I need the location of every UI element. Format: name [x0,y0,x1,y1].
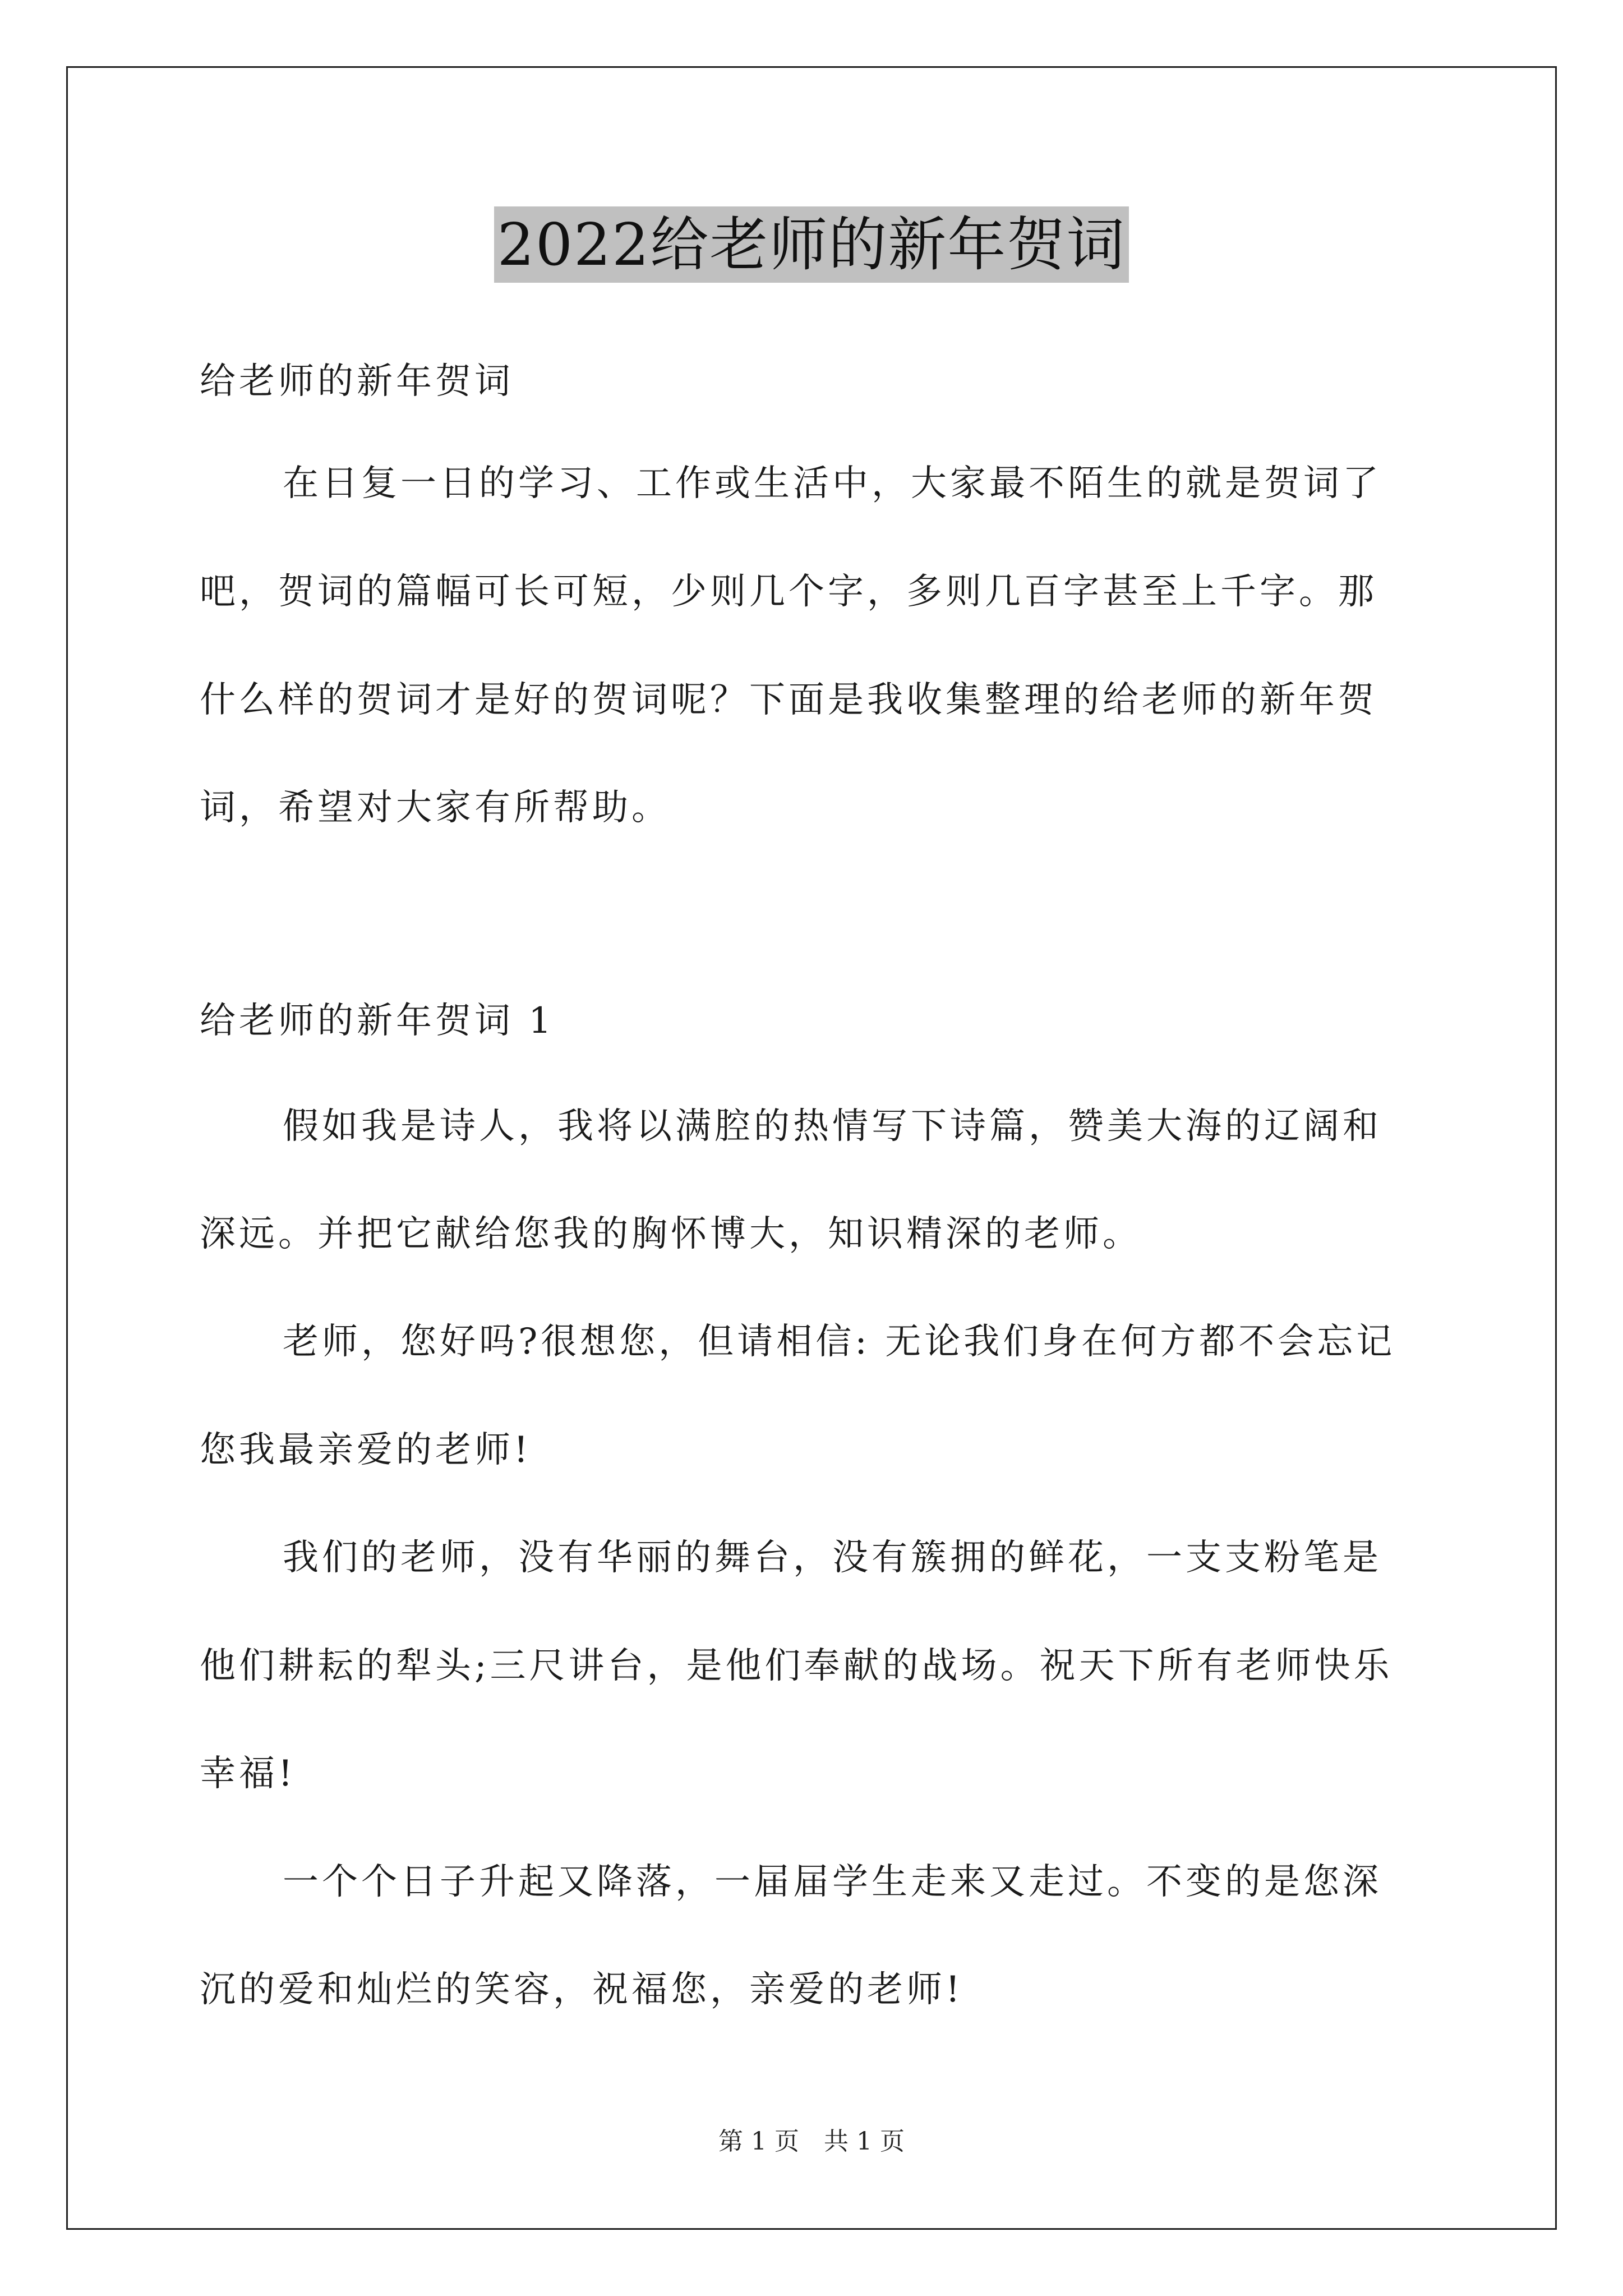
page-footer: 第 1 页 共 1 页 [718,2127,905,2156]
paragraph-line: 假如我是诗人，我将以满腔的热情写下诗篇，赞美大海的辽阔和 [283,1106,1382,1147]
paragraph-line: 您我最亲爱的老师! [200,1429,532,1471]
title-container [0,206,1623,283]
paragraph-line: 什么样的贺词才是好的贺词呢？下面是我收集整理的给老师的新年贺 [200,679,1377,721]
paragraph-line: 吧，贺词的篇幅可长可短，少则几个字，多则几百字甚至上千字。那 [200,571,1377,613]
paragraph-line: 沉的爱和灿烂的笑容，祝福您，亲爱的老师! [200,1969,963,2010]
paragraph-line: 我们的老师，没有华丽的舞台，没有簇拥的鲜花，一支支粉笔是 [283,1537,1382,1579]
paragraph-line: 一个个日子升起又降落，一届届学生走来又走过。不变的是您深 [283,1861,1382,1903]
document-title: 2022给老师的新年贺词 [494,206,1129,283]
paragraph-line: 他们耕耘的犁头;三尺讲台，是他们奉献的战场。祝天下所有老师快乐 [200,1645,1393,1687]
section-heading-1: 给老师的新年贺词 1 [200,1000,555,1042]
section-heading: 给老师的新年贺词 [200,361,514,402]
paragraph-line: 老师，您好吗?很想您，但请相信: 无论我们身在何方都不会忘记 [283,1321,1396,1363]
paragraph-line: 幸福! [200,1753,296,1795]
paragraph-line: 在日复一日的学习、工作或生活中，大家最不陌生的就是贺词了 [283,463,1382,504]
paragraph-line: 深远。并把它献给您我的胸怀博大，知识精深的老师。 [200,1213,1142,1255]
paragraph-line: 词，希望对大家有所帮助。 [200,787,671,829]
